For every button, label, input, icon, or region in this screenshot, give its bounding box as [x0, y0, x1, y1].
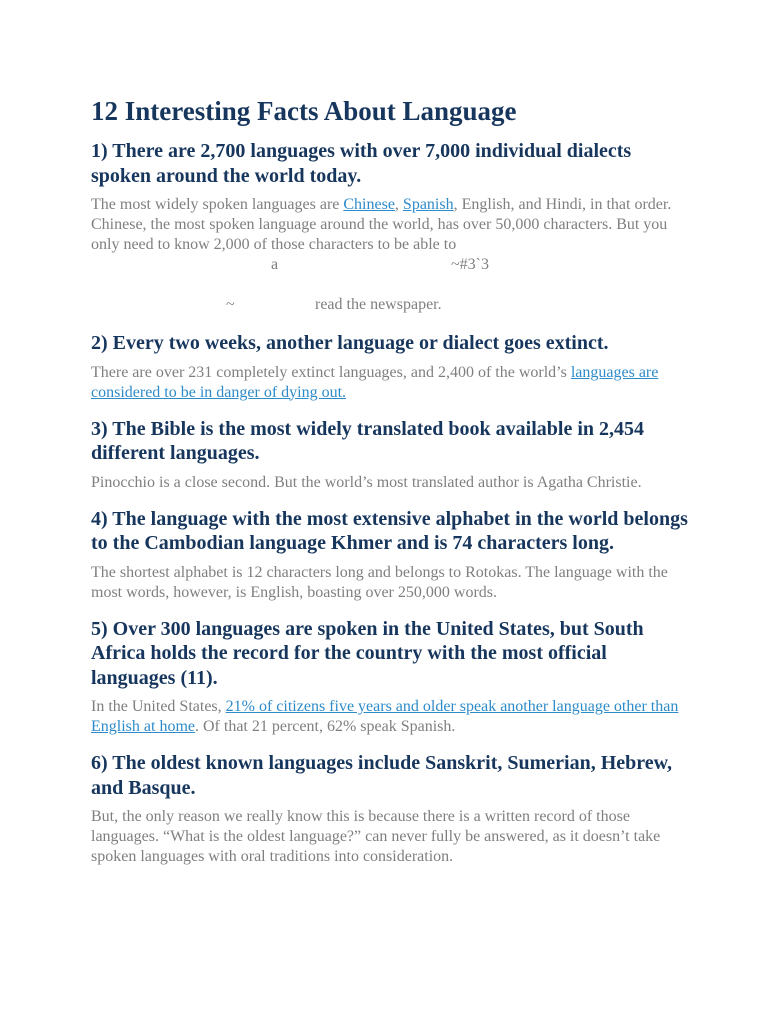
- fact-1-text-start: The most widely spoken languages are: [91, 196, 344, 213]
- link-chinese[interactable]: Chinese: [343, 196, 395, 213]
- fact-5-text-end: . Of that 21 percent, 62% speak Spanish.: [194, 718, 456, 735]
- fact-1-paragraph: [91, 195, 691, 255]
- fact-3: [91, 417, 691, 493]
- fact-2-heading: 2) Every two weeks, another language or dialect goes extinct.: [91, 332, 609, 354]
- fact-2: [91, 331, 691, 403]
- fact-1-text-middle: , English, and Hindi, in that order. Chinese, the most spoken language around the world, has over 50,000 characters. But you only need to know 2,000 of those characters to be able to: [91, 196, 672, 253]
- fact-2-text: There are over 231 completely extinct languages, and 2,400 of the world’s: [91, 363, 571, 381]
- stray-tilde: ~: [226, 296, 235, 313]
- fact-6-paragraph: But, the only reason we really know this is because there is a written record of those languages. “What is the oldest language?” can never fully be answered, as it doesn’t take spoken languages with oral traditions into consideration.: [91, 808, 661, 865]
- fact-3-paragraph: Pinocchio is a close second. But the world’s most translated author is Agatha Christie.: [91, 473, 642, 491]
- fact-1-separator: ,: [394, 196, 403, 213]
- fact-4: [91, 507, 691, 603]
- fact-5-text-start: In the United States,: [91, 698, 226, 715]
- fact-3-heading: 3) The Bible is the most widely translated book available in 2,454 different languages.: [91, 417, 645, 464]
- link-citizens-other-language[interactable]: 21% of citizens five years and older speak another language other than English at home: [91, 698, 679, 735]
- link-languages-in-danger[interactable]: languages are considered to be in danger of dying out.: [91, 363, 659, 401]
- fact-1: [91, 139, 691, 315]
- fact-6-heading: 6) The oldest known languages include Sanskrit, Sumerian, Hebrew, and Basque.: [91, 752, 673, 799]
- spacer: [91, 275, 691, 295]
- document-page: [91, 94, 691, 881]
- fact-4-heading: 4) The language with the most extensive alphabet in the world belongs to the Cambodian language Khmer and is 74 characters long.: [91, 507, 688, 554]
- fact-1-heading: 1) There are 2,700 languages with over 7,000 individual dialects spoken around the world today.: [91, 140, 632, 187]
- stray-code: ~#3`3: [451, 256, 489, 273]
- fact-5-paragraph: [91, 697, 691, 737]
- fact-5-heading: 5) Over 300 languages are spoken in the United States, but South Africa holds the record for the country with the most official languages (11).: [91, 617, 644, 689]
- link-spanish[interactable]: Spanish: [402, 196, 454, 213]
- stray-characters-line: [91, 255, 691, 275]
- fact-6: [91, 751, 691, 867]
- page-title: 12 Interesting Facts About Language: [91, 96, 517, 126]
- fact-5: [91, 617, 691, 738]
- newspaper-line: [91, 295, 691, 315]
- fact-2-paragraph: [91, 363, 691, 403]
- fact-4-paragraph: The shortest alphabet is 12 characters long and belongs to Rotokas. The language with the most words, however, is English, boasting over 250,000 words.: [91, 563, 668, 601]
- fact-1-text-end: read the newspaper.: [315, 296, 442, 313]
- stray-char-a: a: [271, 256, 279, 273]
